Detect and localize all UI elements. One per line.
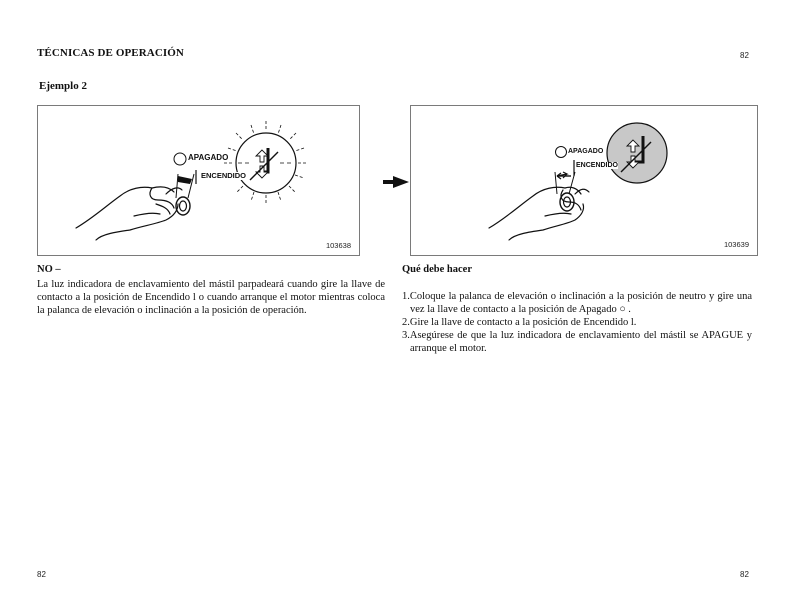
figure-right (410, 105, 758, 256)
figure-number: 103638 (325, 241, 351, 250)
apagado-label: APAGADO (188, 153, 229, 162)
page-number-top: 82 (740, 51, 749, 60)
hand-key-icon (38, 106, 359, 255)
mast-interlock-indicator-icon (607, 123, 667, 183)
step-item: 3.Asegúrese de que la luz indicadora de enclavamiento del mástil se APAGUE y arranque el motor. (402, 330, 752, 354)
step-item: 2.Gire la llave de contacto a la posición de Encendido l. (402, 317, 637, 328)
section-title: TÉCNICAS DE OPERACIÓN (37, 47, 184, 59)
off-circle-icon (556, 147, 567, 158)
off-circle-icon (174, 153, 186, 165)
apagado-label: APAGADO (568, 148, 604, 155)
example-title: Ejemplo 2 (39, 80, 87, 92)
step-item: 1.Coloque la palanca de elevación o inclinación a la posición de neutro y gire una vez la llave de contacto a la posición de Apagado ○ . (402, 291, 752, 315)
figure-number: 103639 (723, 240, 749, 249)
mast-interlock-indicator-icon (224, 121, 308, 205)
right-arrow-icon (383, 175, 409, 193)
hand-key-icon (411, 106, 757, 255)
steps-list (402, 290, 752, 355)
figure-left (37, 105, 360, 256)
encendido-label: ENCENDIDO (576, 162, 619, 169)
warning-paragraph: La luz indicadora de enclavamiento del mástil parpadeará cuando gire la llave de contacto a la posición de Encendido l o cuando arranque el motor mientras coloca la palanca de elevación o inclinación a la posición de operación. (37, 279, 385, 316)
page-number-bottom-left: 82 (37, 570, 46, 579)
no-heading: NO – (37, 264, 61, 275)
page-number-bottom-right: 82 (740, 570, 749, 579)
encendido-label: ENCENDIDO (201, 171, 247, 180)
what-to-do-heading: Qué debe hacer (402, 264, 472, 275)
